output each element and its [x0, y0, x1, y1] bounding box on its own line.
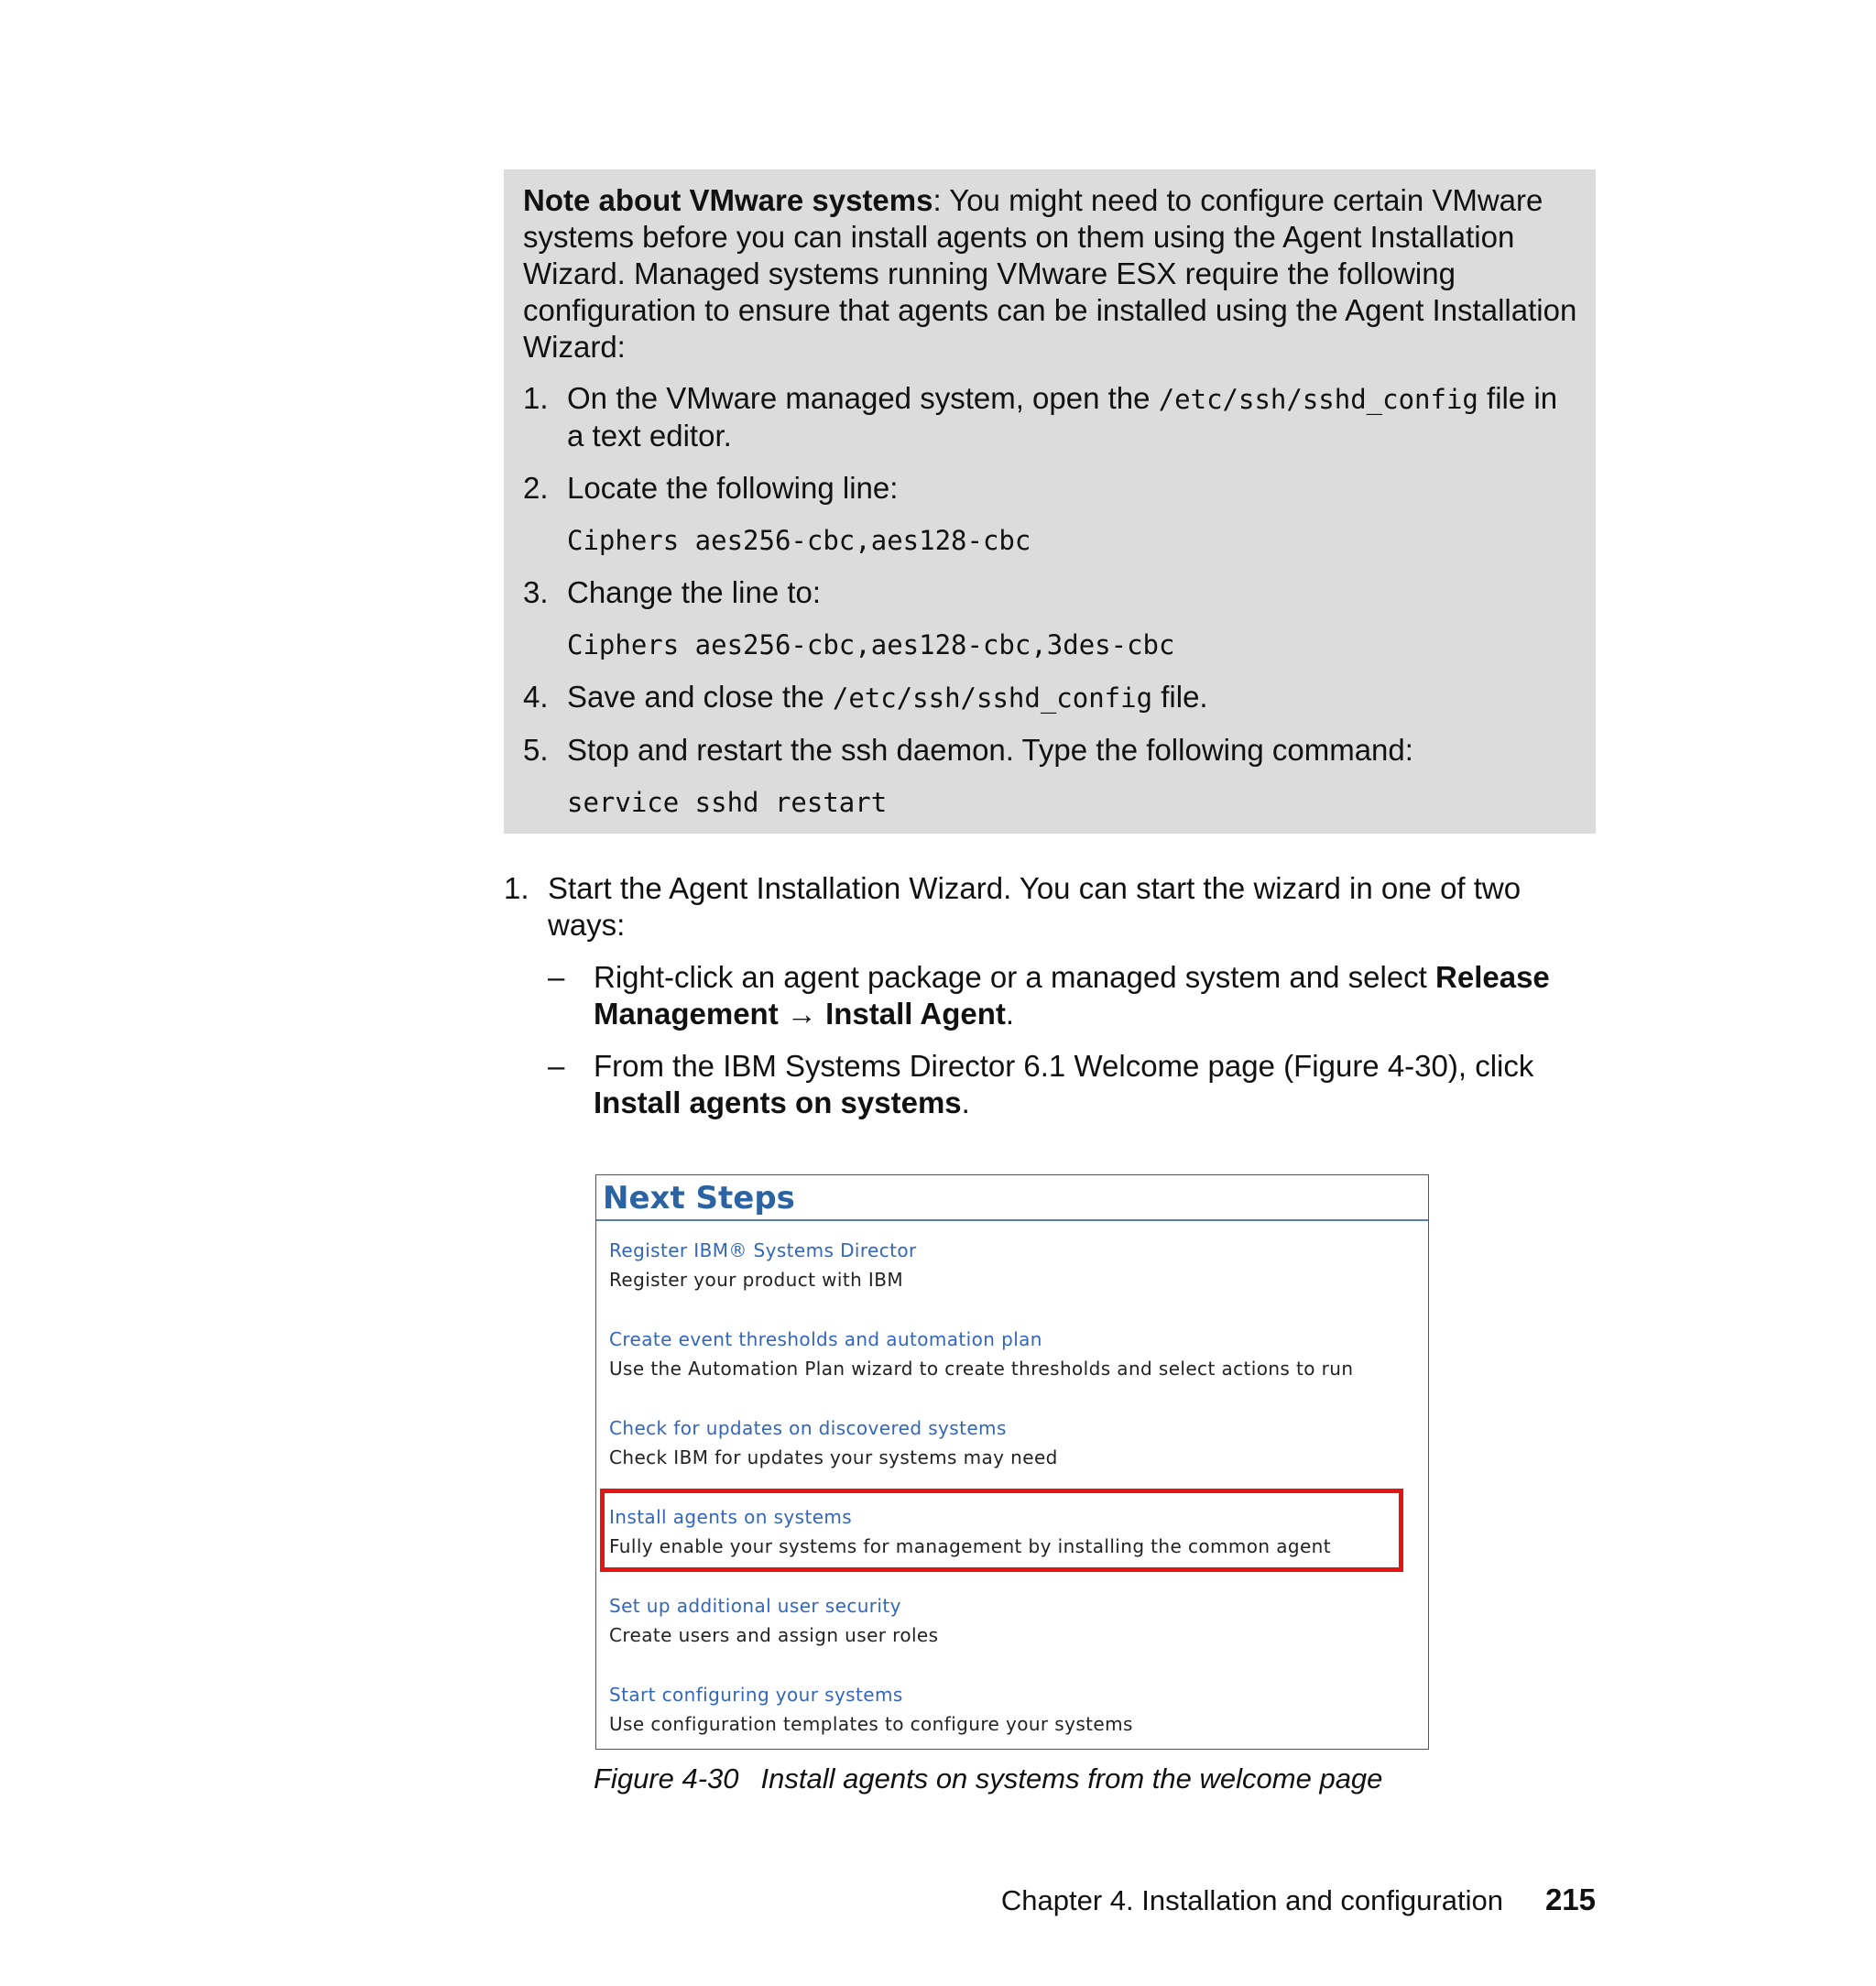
next-step-security — [596, 1591, 1428, 1680]
sub-item-right-click — [504, 959, 1598, 1032]
register-link[interactable]: Register IBM® Systems Director — [609, 1239, 917, 1261]
note-step-1 — [523, 380, 1577, 454]
user-security-description: Create users and assign user roles — [609, 1624, 939, 1646]
step-text: Locate the following line: — [567, 471, 899, 505]
next-steps-panel — [595, 1174, 1429, 1750]
step-number: 2. — [523, 471, 549, 505]
note-step-2 — [523, 470, 1577, 559]
check-updates-link[interactable]: Check for updates on discovered systems — [609, 1417, 1007, 1439]
page-footer — [916, 1882, 1596, 1919]
check-updates-description: Check IBM for updates your systems may need — [609, 1446, 1058, 1468]
arrow-separator: → — [778, 997, 826, 1031]
panel-title: Next Steps — [596, 1175, 1428, 1221]
user-security-link[interactable]: Set up additional user security — [609, 1595, 901, 1617]
automation-plan-description: Use the Automation Plan wizard to create thresholds and select actions to run — [609, 1358, 1354, 1380]
note-intro-text: : You might need to configure certain VMware systems before you can install agents on them using the Agent Installation Wizard. Managed systems running VMware ESX require the following configuration to ensure that agents can be installed using the Agent Installation Wizard: — [523, 183, 1577, 364]
next-step-automation — [596, 1325, 1428, 1413]
code-line: Ciphers aes256-cbc,aes128-cbc,3des-cbc — [567, 629, 1175, 660]
automation-plan-link[interactable]: Create event thresholds and automation plan — [609, 1328, 1042, 1350]
next-step-register — [596, 1236, 1428, 1325]
step-number: 4. — [523, 680, 549, 714]
configure-systems-description: Use configuration templates to configure your systems — [609, 1713, 1133, 1735]
figure-number: Figure 4-30 — [594, 1762, 739, 1795]
note-step-4 — [523, 679, 1577, 716]
dash-bullet: – — [548, 1049, 565, 1083]
page-number: 215 — [1544, 1882, 1596, 1916]
figure-caption-text: Install agents on systems from the welcome page — [760, 1762, 1383, 1795]
sub-text: From the IBM Systems Director 6.1 Welcome page (Figure 4-30), click — [594, 1049, 1534, 1083]
note-box — [504, 169, 1596, 834]
step-number: 3. — [523, 575, 549, 609]
note-steps — [523, 380, 1577, 821]
note-step-5 — [523, 732, 1577, 821]
install-agents-link[interactable]: Install agents on systems — [609, 1506, 853, 1528]
code-line: Ciphers aes256-cbc,aes128-cbc — [567, 525, 1031, 556]
inline-code: /etc/ssh/sshd_config — [832, 682, 1153, 714]
next-step-install-agents — [596, 1502, 1428, 1591]
sub-item-welcome-page — [504, 1048, 1598, 1121]
next-steps-list — [596, 1236, 1428, 1769]
next-step-configure — [596, 1680, 1428, 1769]
sub-text: . — [961, 1086, 970, 1119]
code-line: service sshd restart — [567, 787, 888, 818]
step-text: file in a text editor. — [567, 381, 1558, 453]
step-text: On the VMware managed system, open the — [567, 381, 1159, 415]
step-text: file. — [1152, 680, 1208, 714]
install-agents-description: Fully enable your systems for management by installing the common agent — [609, 1535, 1331, 1557]
figure-caption — [594, 1761, 1382, 1797]
note-intro — [523, 182, 1577, 366]
item-number: 1. — [504, 871, 529, 905]
configure-systems-link[interactable]: Start configuring your systems — [609, 1684, 903, 1706]
note-step-3 — [523, 574, 1577, 663]
chapter-title: Chapter 4. Installation and configuration — [1000, 1884, 1503, 1916]
install-agents-bold: Install agents on systems — [594, 1086, 962, 1119]
step-text: Stop and restart the ssh daemon. Type the following command: — [567, 733, 1413, 767]
body-item-1 — [504, 870, 1598, 1121]
highlight-box — [600, 1489, 1403, 1572]
step-number: 5. — [523, 733, 549, 767]
item-text: Start the Agent Installation Wizard. You can start the wizard in one of two ways: — [548, 871, 1522, 942]
step-text: Save and close the — [567, 680, 833, 714]
menu-path-install-agent: Install Agent — [825, 997, 1006, 1031]
sub-text: . — [1005, 997, 1015, 1031]
step-number: 1. — [523, 381, 549, 415]
register-description: Register your product with IBM — [609, 1269, 903, 1291]
step-text: Change the line to: — [567, 575, 822, 609]
sub-text: Right-click an agent package or a managed system and select — [594, 960, 1436, 994]
body-list — [504, 870, 1598, 1121]
note-title: Note about VMware systems — [523, 183, 933, 217]
menu-path-release-management: Release Management — [594, 960, 1550, 1031]
inline-code: /etc/ssh/sshd_config — [1158, 384, 1478, 415]
dash-bullet: – — [548, 960, 565, 994]
